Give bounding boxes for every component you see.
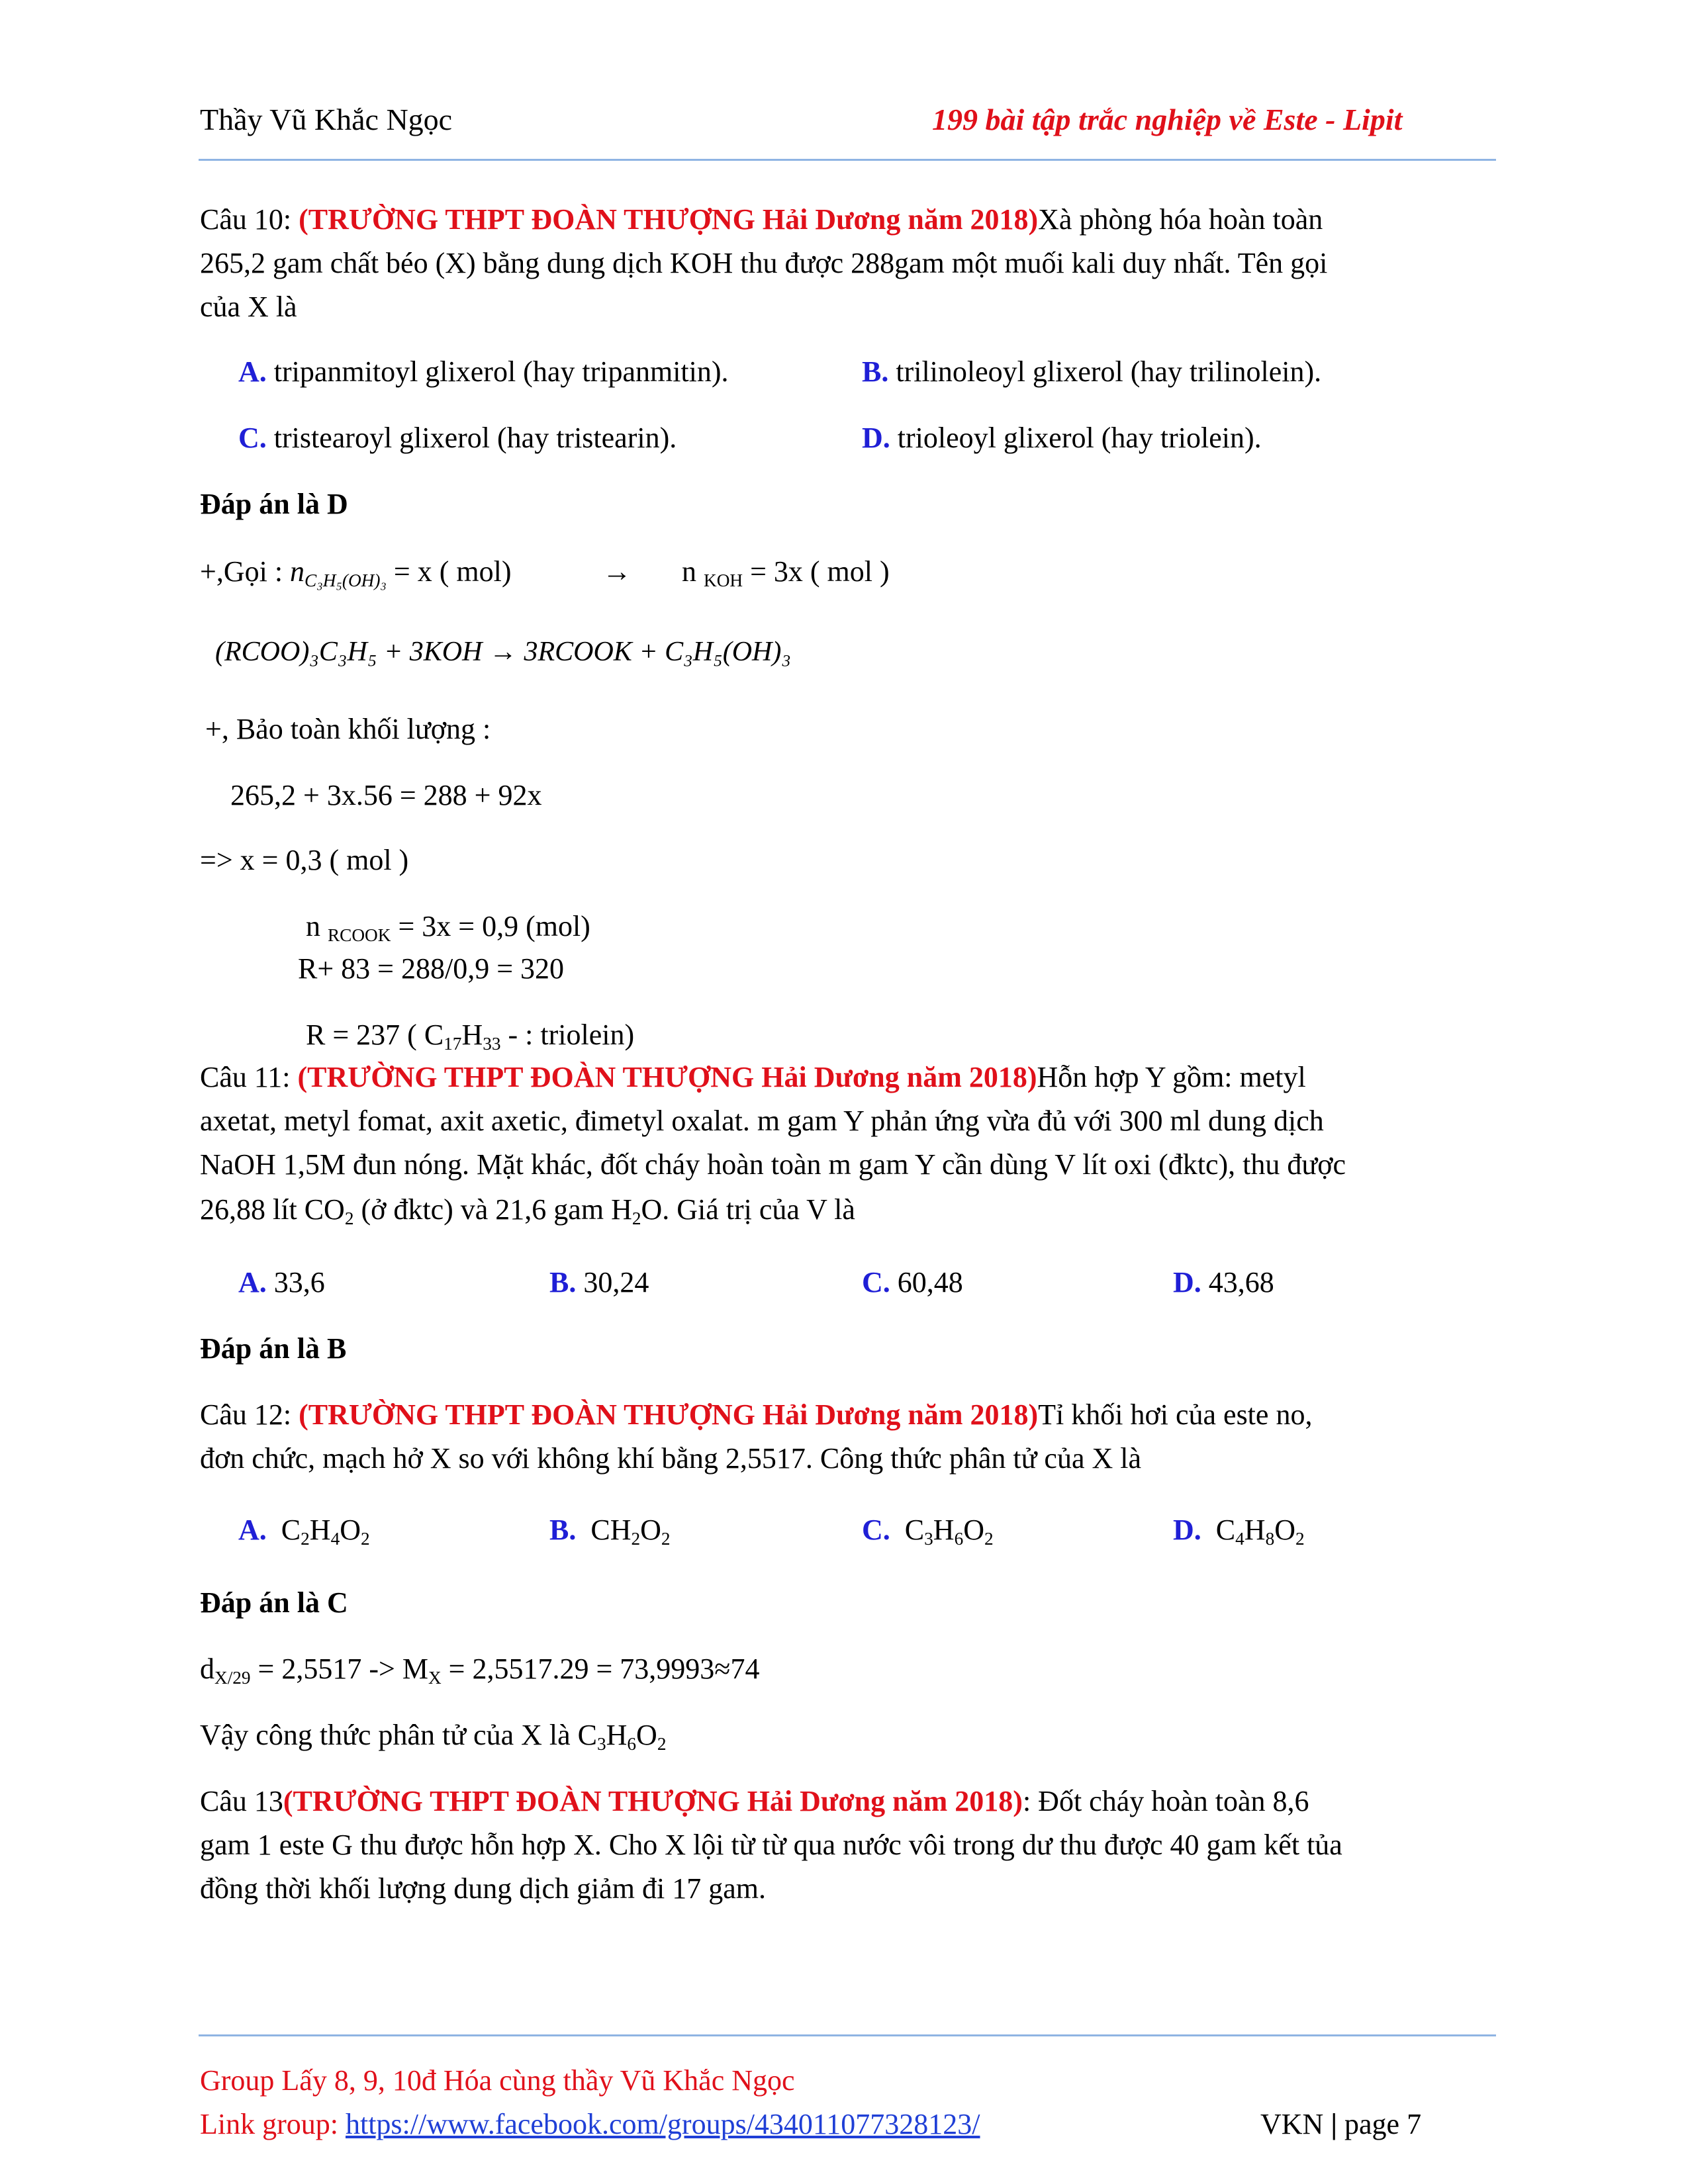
footer-group: Group Lấy 8, 9, 10đ Hóa cùng thầy Vũ Khắc Ngọc [200, 2064, 795, 2097]
q11-option-d: D. 43,68 [1173, 1266, 1274, 1298]
q10-eq1: 265,2 + 3x.56 = 288 + 92x [230, 779, 542, 811]
footer-divider [199, 2034, 1496, 2036]
q12-option-d: D. $C_4H_8O_2$ [1173, 1514, 1305, 1549]
q10-eq2: => x = 0,3 ( mol ) [200, 844, 409, 876]
q12-density-line: $d_{X/29} = 2,5517 -> M_X = 2,5517.29 = 73,9993\approx 74$ [200, 1653, 760, 1688]
q10-eq3: n $_{RCOOK}$ = 3x = 0,9 (mol) [306, 910, 590, 946]
q10-eq5: R = 237 ( $C_{17}H_{33}$ - : triolein) [306, 1019, 635, 1054]
header-title: 199 bài tập trắc nghiệp về Este - Lipit [932, 103, 1403, 136]
q10-sol-goi: +,Gọi : $n_{C_3H_5(OH)_3} = x$ ( mol) [200, 555, 512, 591]
q10-option-d: D. trioleoyl glixerol (hay triolein). [862, 422, 1262, 454]
q10-answer: Đáp án là D [200, 488, 348, 520]
q12-option-c: C. $C_3H_6O_2$ [862, 1514, 994, 1549]
q10-option-b: B. trilinoleoyl glixerol (hay trilinolein). [862, 355, 1322, 388]
header-divider [199, 159, 1496, 161]
footer-page: VKN | page 7 [1260, 2108, 1422, 2140]
q11-line1: Câu 11: (TRƯỜNG THPT ĐOÀN THƯỢNG Hải Dương năm 2018)Hỗn hợp Y gồm: metyl [200, 1061, 1306, 1093]
q12-answer: Đáp án là C [200, 1586, 348, 1619]
q10-arrow: → [602, 555, 632, 588]
footer-group-link[interactable]: https://www.facebook.com/groups/434011077328123/ [345, 2108, 980, 2140]
q11-line4: 26,88 lít $CO_2$ (ở đktc) và 21,6 gam $H_2O$. Giá trị của V là [200, 1193, 855, 1229]
q10-option-c: C. tristearoyl glixerol (hay tristearin). [238, 422, 677, 454]
q10-option-a: A. tripanmitoyl glixerol (hay tripanmitin). [238, 355, 729, 388]
q13-line3: đồng thời khối lượng dung dịch giảm đi 17 gam. [200, 1872, 766, 1905]
q10-eq4: R+ 83 = 288/0,9 = 320 [298, 952, 565, 985]
q11-answer: Đáp án là B [200, 1332, 347, 1365]
q11-option-b: B. 30,24 [549, 1266, 649, 1298]
q10-reaction: (RCOO)₃C₃H₅ + 3KOH → 3RCOOK + C₃H₅(OH)₃ [215, 637, 791, 667]
q12-option-a: A. $C_2H_4O_2$ [238, 1514, 370, 1549]
q10-sol-koh: n $_{KOH}$ = 3x ( mol ) [682, 555, 890, 591]
q11-option-a: A. 33,6 [238, 1266, 325, 1298]
q10-bao-toan: +, Bảo toàn khối lượng : [205, 713, 491, 745]
q13-line1: Câu 13(TRƯỜNG THPT ĐOÀN THƯỢNG Hải Dương năm 2018): Đốt cháy hoàn toàn 8,6 [200, 1785, 1309, 1817]
q12-option-b: B. $CH_2O_2$ [549, 1514, 671, 1549]
q12-formula-line: Vậy công thức phân tử của X là $C_3H_6O_2$ [200, 1719, 667, 1754]
q12-line2: đơn chức, mạch hở X so với không khí bằng 2,5517. Công thức phân tử của X là [200, 1442, 1142, 1475]
q10-line3: của X là [200, 291, 297, 323]
footer-link-line: Link group: https://www.facebook.com/groups/434011077328123/ [200, 2108, 980, 2140]
q13-line2: gam 1 este G thu được hỗn hợp X. Cho X lội từ từ qua nước vôi trong dư thu được 40 gam kết tủa [200, 1829, 1342, 1861]
q10-line1: Câu 10: (TRƯỜNG THPT ĐOÀN THƯỢNG Hải Dương năm 2018)Xà phòng hóa hoàn toàn [200, 203, 1323, 236]
q11-line2: axetat, metyl fomat, axit axetic, đimetyl oxalat. m gam Y phản ứng vừa đủ với 300 ml dung dịch [200, 1105, 1324, 1137]
q11-line3: NaOH 1,5M đun nóng. Mặt khác, đốt cháy hoàn toàn m gam Y cần dùng V lít oxi (đktc), thu được [200, 1148, 1346, 1181]
q11-option-c: C. 60,48 [862, 1266, 963, 1298]
q10-line2: 265,2 gam chất béo (X) bằng dung dịch KOH thu được 288gam một muối kali duy nhất. Tên gọi [200, 247, 1328, 279]
q12-line1: Câu 12: (TRƯỜNG THPT ĐOÀN THƯỢNG Hải Dương năm 2018)Tỉ khối hơi của este no, [200, 1398, 1313, 1431]
header-author: Thầy Vũ Khắc Ngọc [200, 103, 453, 136]
